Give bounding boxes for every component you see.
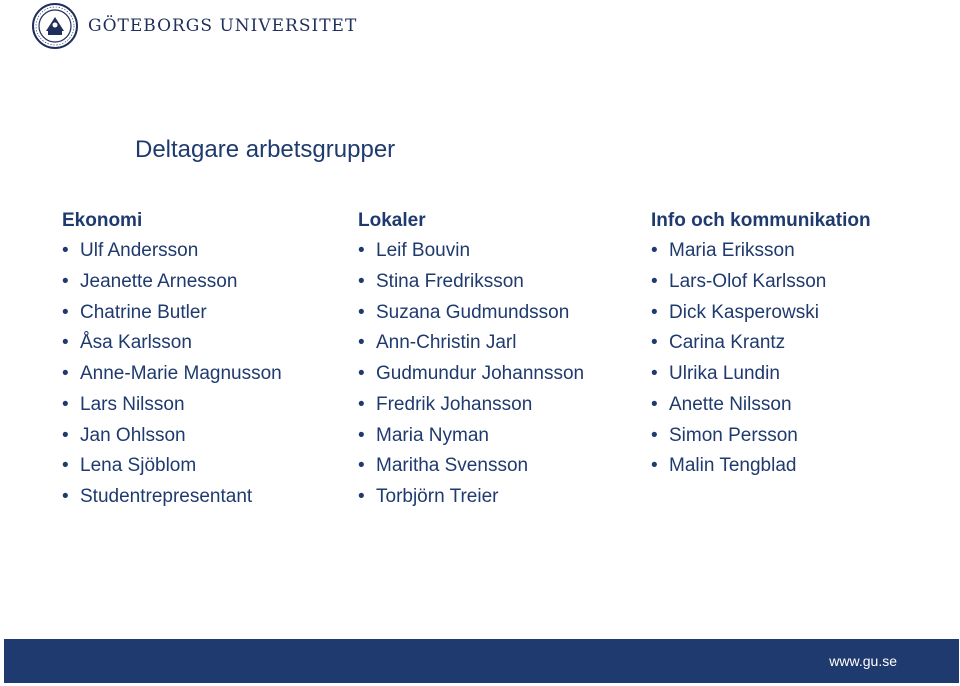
list-item xyxy=(651,451,871,482)
bullet-icon: • xyxy=(651,240,658,261)
member-name: Anne-Marie Magnusson xyxy=(80,363,282,384)
bullet-icon: • xyxy=(651,332,658,354)
bullet-icon: • xyxy=(651,424,658,446)
member-name: Maria Nyman xyxy=(376,424,489,446)
member-name: Ulf Andersson xyxy=(80,240,199,261)
list-item xyxy=(651,267,871,298)
member-name: Dick Kasperowski xyxy=(669,301,819,323)
member-name: Studentrepresentant xyxy=(80,486,253,507)
header xyxy=(32,0,357,52)
bullet-icon: • xyxy=(62,332,69,354)
group-lokaler xyxy=(358,206,584,513)
member-name: Suzana Gudmundsson xyxy=(376,301,570,323)
list-item xyxy=(62,236,282,267)
footer-bar xyxy=(4,639,959,683)
list-item xyxy=(62,451,282,482)
group-heading: Info och kommunikation xyxy=(651,210,871,231)
member-name: Leif Bouvin xyxy=(376,240,471,261)
member-name: Ulrika Lundin xyxy=(669,363,780,384)
bullet-icon: • xyxy=(62,486,69,507)
list-item xyxy=(358,451,584,482)
member-name: Lars-Olof Karlsson xyxy=(669,270,827,292)
member-name: Ann-Christin Jarl xyxy=(376,332,517,354)
group-heading: Lokaler xyxy=(358,210,426,231)
member-name: Jan Ohlsson xyxy=(80,424,186,446)
bullet-icon: • xyxy=(358,363,365,384)
member-name: Carina Krantz xyxy=(669,332,786,354)
bullet-icon: • xyxy=(651,270,658,292)
bullet-icon: • xyxy=(62,363,69,384)
page-title: Deltagare arbetsgrupper xyxy=(135,136,396,163)
member-list xyxy=(651,236,871,482)
bullet-icon: • xyxy=(62,455,69,477)
list-item xyxy=(358,359,584,390)
member-name: Maritha Svensson xyxy=(376,455,529,477)
list-item xyxy=(651,390,871,421)
bullet-icon: • xyxy=(651,455,658,477)
member-name: Malin Tengblad xyxy=(669,455,797,477)
list-item xyxy=(358,328,584,359)
list-item xyxy=(651,421,871,452)
list-item xyxy=(358,482,584,513)
list-item xyxy=(62,298,282,329)
member-name: Chatrine Butler xyxy=(80,301,207,323)
bullet-icon: • xyxy=(358,424,365,446)
member-name: Stina Fredriksson xyxy=(376,270,524,292)
list-item xyxy=(651,298,871,329)
list-item xyxy=(651,359,871,390)
bullet-icon: • xyxy=(651,363,658,384)
bullet-icon: • xyxy=(358,393,365,415)
list-item xyxy=(62,267,282,298)
university-name: GÖTEBORGS UNIVERSITET xyxy=(88,16,358,36)
member-name: Gudmundur Johannsson xyxy=(376,363,585,384)
bullet-icon: • xyxy=(651,301,658,323)
list-item xyxy=(358,298,584,329)
list-item xyxy=(62,328,282,359)
bullet-icon: • xyxy=(358,486,365,507)
list-item xyxy=(358,267,584,298)
member-name: Anette Nilsson xyxy=(669,393,792,415)
bullet-icon: • xyxy=(62,393,69,415)
website-link[interactable]: www.gu.se xyxy=(829,653,897,669)
member-name: Lena Sjöblom xyxy=(80,455,197,477)
list-item xyxy=(358,236,584,267)
member-name: Åsa Karlsson xyxy=(80,332,192,354)
group-ekonomi xyxy=(62,206,282,513)
bullet-icon: • xyxy=(358,240,365,261)
member-name: Fredrik Johansson xyxy=(376,393,533,415)
bullet-icon: • xyxy=(62,301,69,323)
bullet-icon: • xyxy=(62,270,69,292)
list-item xyxy=(62,359,282,390)
bullet-icon: • xyxy=(651,393,658,415)
bullet-icon: • xyxy=(62,424,69,446)
group-info-och-kommunikation xyxy=(651,206,871,482)
member-name: Torbjörn Treier xyxy=(376,486,499,507)
bullet-icon: • xyxy=(358,332,365,354)
group-heading: Ekonomi xyxy=(62,210,143,231)
bullet-icon: • xyxy=(358,455,365,477)
member-name: Maria Eriksson xyxy=(669,240,795,261)
list-item xyxy=(651,236,871,267)
list-item xyxy=(358,390,584,421)
bullet-icon: • xyxy=(62,240,69,261)
list-item xyxy=(358,421,584,452)
bullet-icon: • xyxy=(358,270,365,292)
member-list xyxy=(62,236,282,513)
bullet-icon: • xyxy=(358,301,365,323)
list-item xyxy=(62,421,282,452)
gu-seal-icon xyxy=(32,3,78,49)
member-name: Simon Persson xyxy=(669,424,798,446)
list-item xyxy=(62,482,282,513)
list-item xyxy=(62,390,282,421)
member-name: Lars Nilsson xyxy=(80,393,185,415)
member-name: Jeanette Arnesson xyxy=(80,270,238,292)
member-list xyxy=(358,236,584,513)
list-item xyxy=(651,328,871,359)
